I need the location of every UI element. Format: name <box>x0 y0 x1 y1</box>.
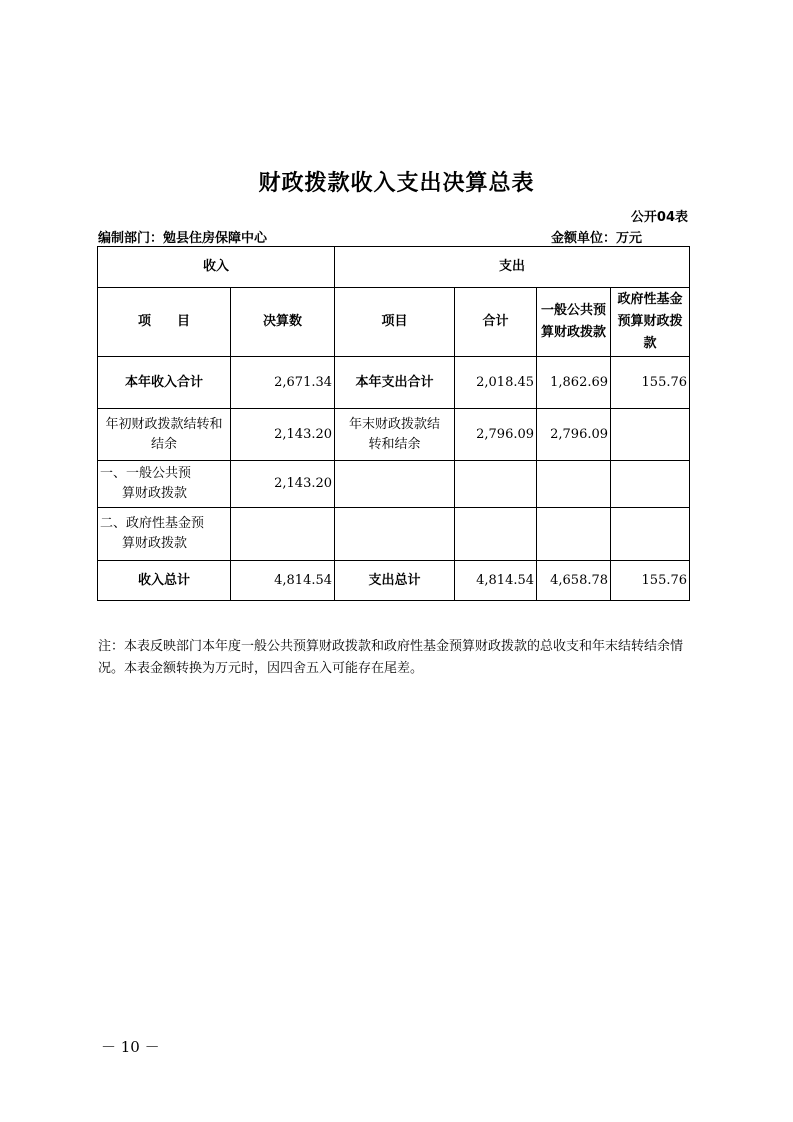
amount-unit: 金额单位：万元 <box>551 231 643 246</box>
table-header-row-1 <box>98 247 690 288</box>
total-value: 2,018.45 <box>455 357 537 409</box>
expense-header: 支出 <box>335 247 690 288</box>
row-label: 年初财政拨款结转和结余 <box>98 409 231 461</box>
table-row <box>98 461 690 508</box>
total-header: 合计 <box>455 288 537 357</box>
empty-cell <box>537 461 611 508</box>
table-header-row-2 <box>98 288 690 357</box>
empty-cell <box>455 508 537 561</box>
row-label-line-2: 算财政拨款 <box>122 486 188 501</box>
row-value: 2,671.34 <box>231 357 335 409</box>
row-label-line-2: 算财政拨款 <box>122 536 188 551</box>
expense-label: 支出总计 <box>335 561 455 601</box>
expense-label: 年末财政拨款结转和结余 <box>335 409 455 461</box>
compiling-department: 编制部门：勉县住房保障中心 <box>98 231 268 246</box>
general-value: 1,862.69 <box>537 357 611 409</box>
fund-value: 155.76 <box>611 357 690 409</box>
fund-budget-header: 政府性基金预算财政拨款 <box>611 288 690 357</box>
general-value: 2,796.09 <box>537 409 611 461</box>
budget-table <box>97 246 690 601</box>
page-title: 财政拨款收入支出决算总表 <box>258 171 535 196</box>
page-number: － 10 － <box>101 1038 160 1056</box>
table-note: 注：本表反映部门本年度一般公共预算财政拨款和政府性基金预算财政拨款的总收支和年末结转结余情况。本表金额转换为万元时，因四舍五入可能存在尾差。 <box>98 639 684 676</box>
row-label: 收入总计 <box>98 561 231 601</box>
empty-cell <box>335 461 455 508</box>
item-header: 项 目 <box>98 288 231 357</box>
row-value: 4,814.54 <box>231 561 335 601</box>
table-row <box>98 508 690 561</box>
row-value <box>231 508 335 561</box>
fund-value: 155.76 <box>611 561 690 601</box>
income-header: 收入 <box>98 247 335 288</box>
table-number: 公开04表 <box>630 210 688 225</box>
empty-cell <box>455 461 537 508</box>
expense-label: 本年支出合计 <box>335 357 455 409</box>
fund-value <box>611 409 690 461</box>
row-label-line-1: 二、政府性基金预 <box>100 516 205 531</box>
empty-cell <box>335 508 455 561</box>
row-value: 2,143.20 <box>231 409 335 461</box>
row-label <box>98 461 231 508</box>
table-row <box>98 561 690 601</box>
table-row <box>98 357 690 409</box>
total-value: 4,814.54 <box>455 561 537 601</box>
row-value: 2,143.20 <box>231 461 335 508</box>
row-label <box>98 508 231 561</box>
empty-cell <box>611 461 690 508</box>
row-label: 本年收入合计 <box>98 357 231 409</box>
total-value: 2,796.09 <box>455 409 537 461</box>
empty-cell <box>537 508 611 561</box>
expense-item-header: 项目 <box>335 288 455 357</box>
table-row <box>98 409 690 461</box>
final-amount-header: 决算数 <box>231 288 335 357</box>
row-label-line-1: 一、一般公共预 <box>100 466 192 481</box>
general-budget-header: 一般公共预算财政拨款 <box>537 288 611 357</box>
empty-cell <box>611 508 690 561</box>
general-value: 4,658.78 <box>537 561 611 601</box>
